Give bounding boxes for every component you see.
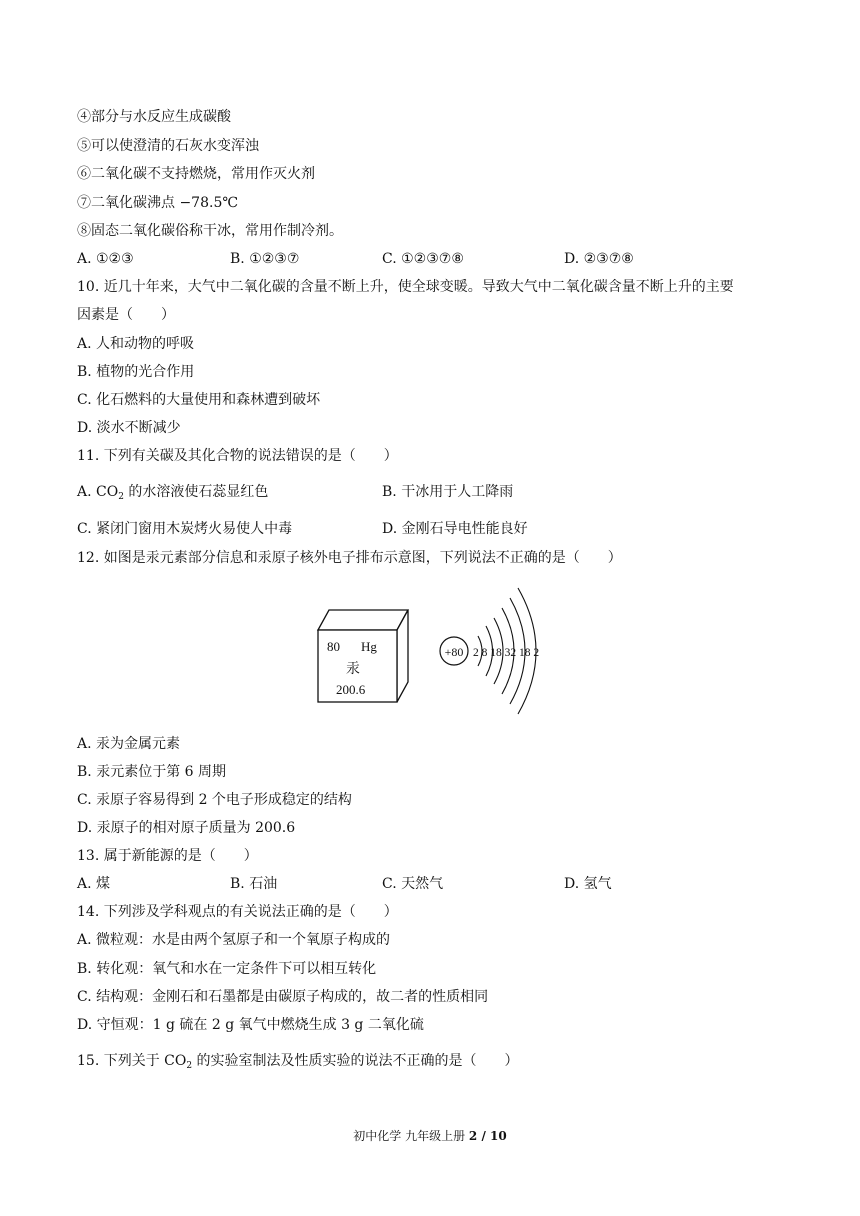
q13-stem: 13. 属于新能源的是（ ） [77,848,258,864]
q11-option-a-suffix: 的水溶液使石蕊显红色 [123,484,269,500]
element-symbol: Hg [361,639,377,654]
statement-7: ⑦二氧化碳沸点 −78.5℃ [77,195,239,211]
q14-option-d: D. 守恒观：1 g 硫在 2 g 氧气中燃烧生成 3 g 二氧化硫 [77,1017,424,1033]
nucleus-charge: +80 [444,645,464,659]
q10-option-b: B. 植物的光合作用 [77,364,195,380]
element-card [318,610,408,702]
statement-6: ⑥二氧化碳不支持燃烧，常用作灭火剂 [77,166,315,182]
q15-stem-prefix: 15. 下列关于 CO [77,1053,187,1069]
statement-5: ⑤可以使澄清的石灰水变浑浊 [77,138,259,154]
element-name: 汞 [346,662,360,677]
q14-option-b: B. 转化观：氧气和水在一定条件下可以相互转化 [77,961,377,977]
q13-option-d: D. 氢气 [564,876,612,892]
q11-option-a-subscript: 2 [118,492,124,502]
q11-stem: 11. 下列有关碳及其化合物的说法错误的是（ ） [77,448,398,464]
q11-option-b: B. 干冰用于人工降雨 [382,484,514,500]
q11-option-d: D. 金刚石导电性能良好 [382,521,528,537]
q12-option-c: C. 汞原子容易得到 2 个电子形成稳定的结构 [77,792,352,808]
mercury-figure [310,570,570,730]
atomic-mass: 200.6 [336,682,366,697]
q9-option-d: D. ②③⑦⑧ [564,251,634,267]
page-number: 2 / 10 [468,1129,507,1143]
q12-stem: 12. 如图是汞元素部分信息和汞原子核外电子排布示意图，下列说法不正确的是（ ） [77,550,622,566]
q14-stem: 14. 下列涉及学科观点的有关说法正确的是（ ） [77,904,398,920]
q13-option-b: B. 石油 [230,876,278,892]
q14-option-a: A. 微粒观：水是由两个氢原子和一个氧原子构成的 [77,932,391,948]
q15-stem [77,1051,519,1071]
page-footer [0,1128,860,1144]
q12-option-a: A. 汞为金属元素 [77,736,181,752]
shell-electrons: 2 8 18 32 18 2 [473,647,540,659]
q10-option-c: C. 化石燃料的大量使用和森林遭到破坏 [77,392,321,408]
q12-option-b: B. 汞元素位于第 6 周期 [77,764,226,780]
q15-stem-subscript: 2 [186,1061,193,1071]
atomic-number: 80 [327,639,340,654]
q9-option-c: C. ①②③⑦⑧ [382,251,464,267]
q12-option-d: D. 汞原子的相对原子质量为 200.6 [77,820,296,836]
q11-option-a [77,482,268,502]
footer-text: 初中化学 九年级上册 [353,1129,469,1143]
q9-option-b: B. ①②③⑦ [230,251,300,267]
statement-4: ④部分与水反应生成碳酸 [77,109,231,125]
q14-option-c: C. 结构观：金刚石和石墨都是由碳原子构成的，故二者的性质相同 [77,989,489,1005]
statement-8: ⑧固态二氧化碳俗称干冰，常用作制冷剂。 [77,223,343,239]
q9-option-a: A. ①②③ [77,251,134,267]
q10-option-a: A. 人和动物的呼吸 [77,336,195,352]
mercury-diagram [310,570,570,730]
atom-structure [440,588,539,714]
q10-stem-line1: 10. 近几十年来，大气中二氧化碳的含量不断上升，使全球变暖。导致大气中二氧化碳含量不断上升的主要 [77,279,734,295]
q11-option-c: C. 紧闭门窗用木炭烤火易使人中毒 [77,521,293,537]
q10-option-d: D. 淡水不断减少 [77,420,181,436]
q11-option-a-prefix: A. CO [77,484,119,500]
q15-stem-suffix: 的实验室制法及性质实验的说法不正确的是（ ） [192,1053,519,1069]
q10-stem-line2: 因素是（ ） [77,307,175,323]
q13-option-c: C. 天然气 [382,876,444,892]
q13-option-a: A. 煤 [77,876,111,892]
